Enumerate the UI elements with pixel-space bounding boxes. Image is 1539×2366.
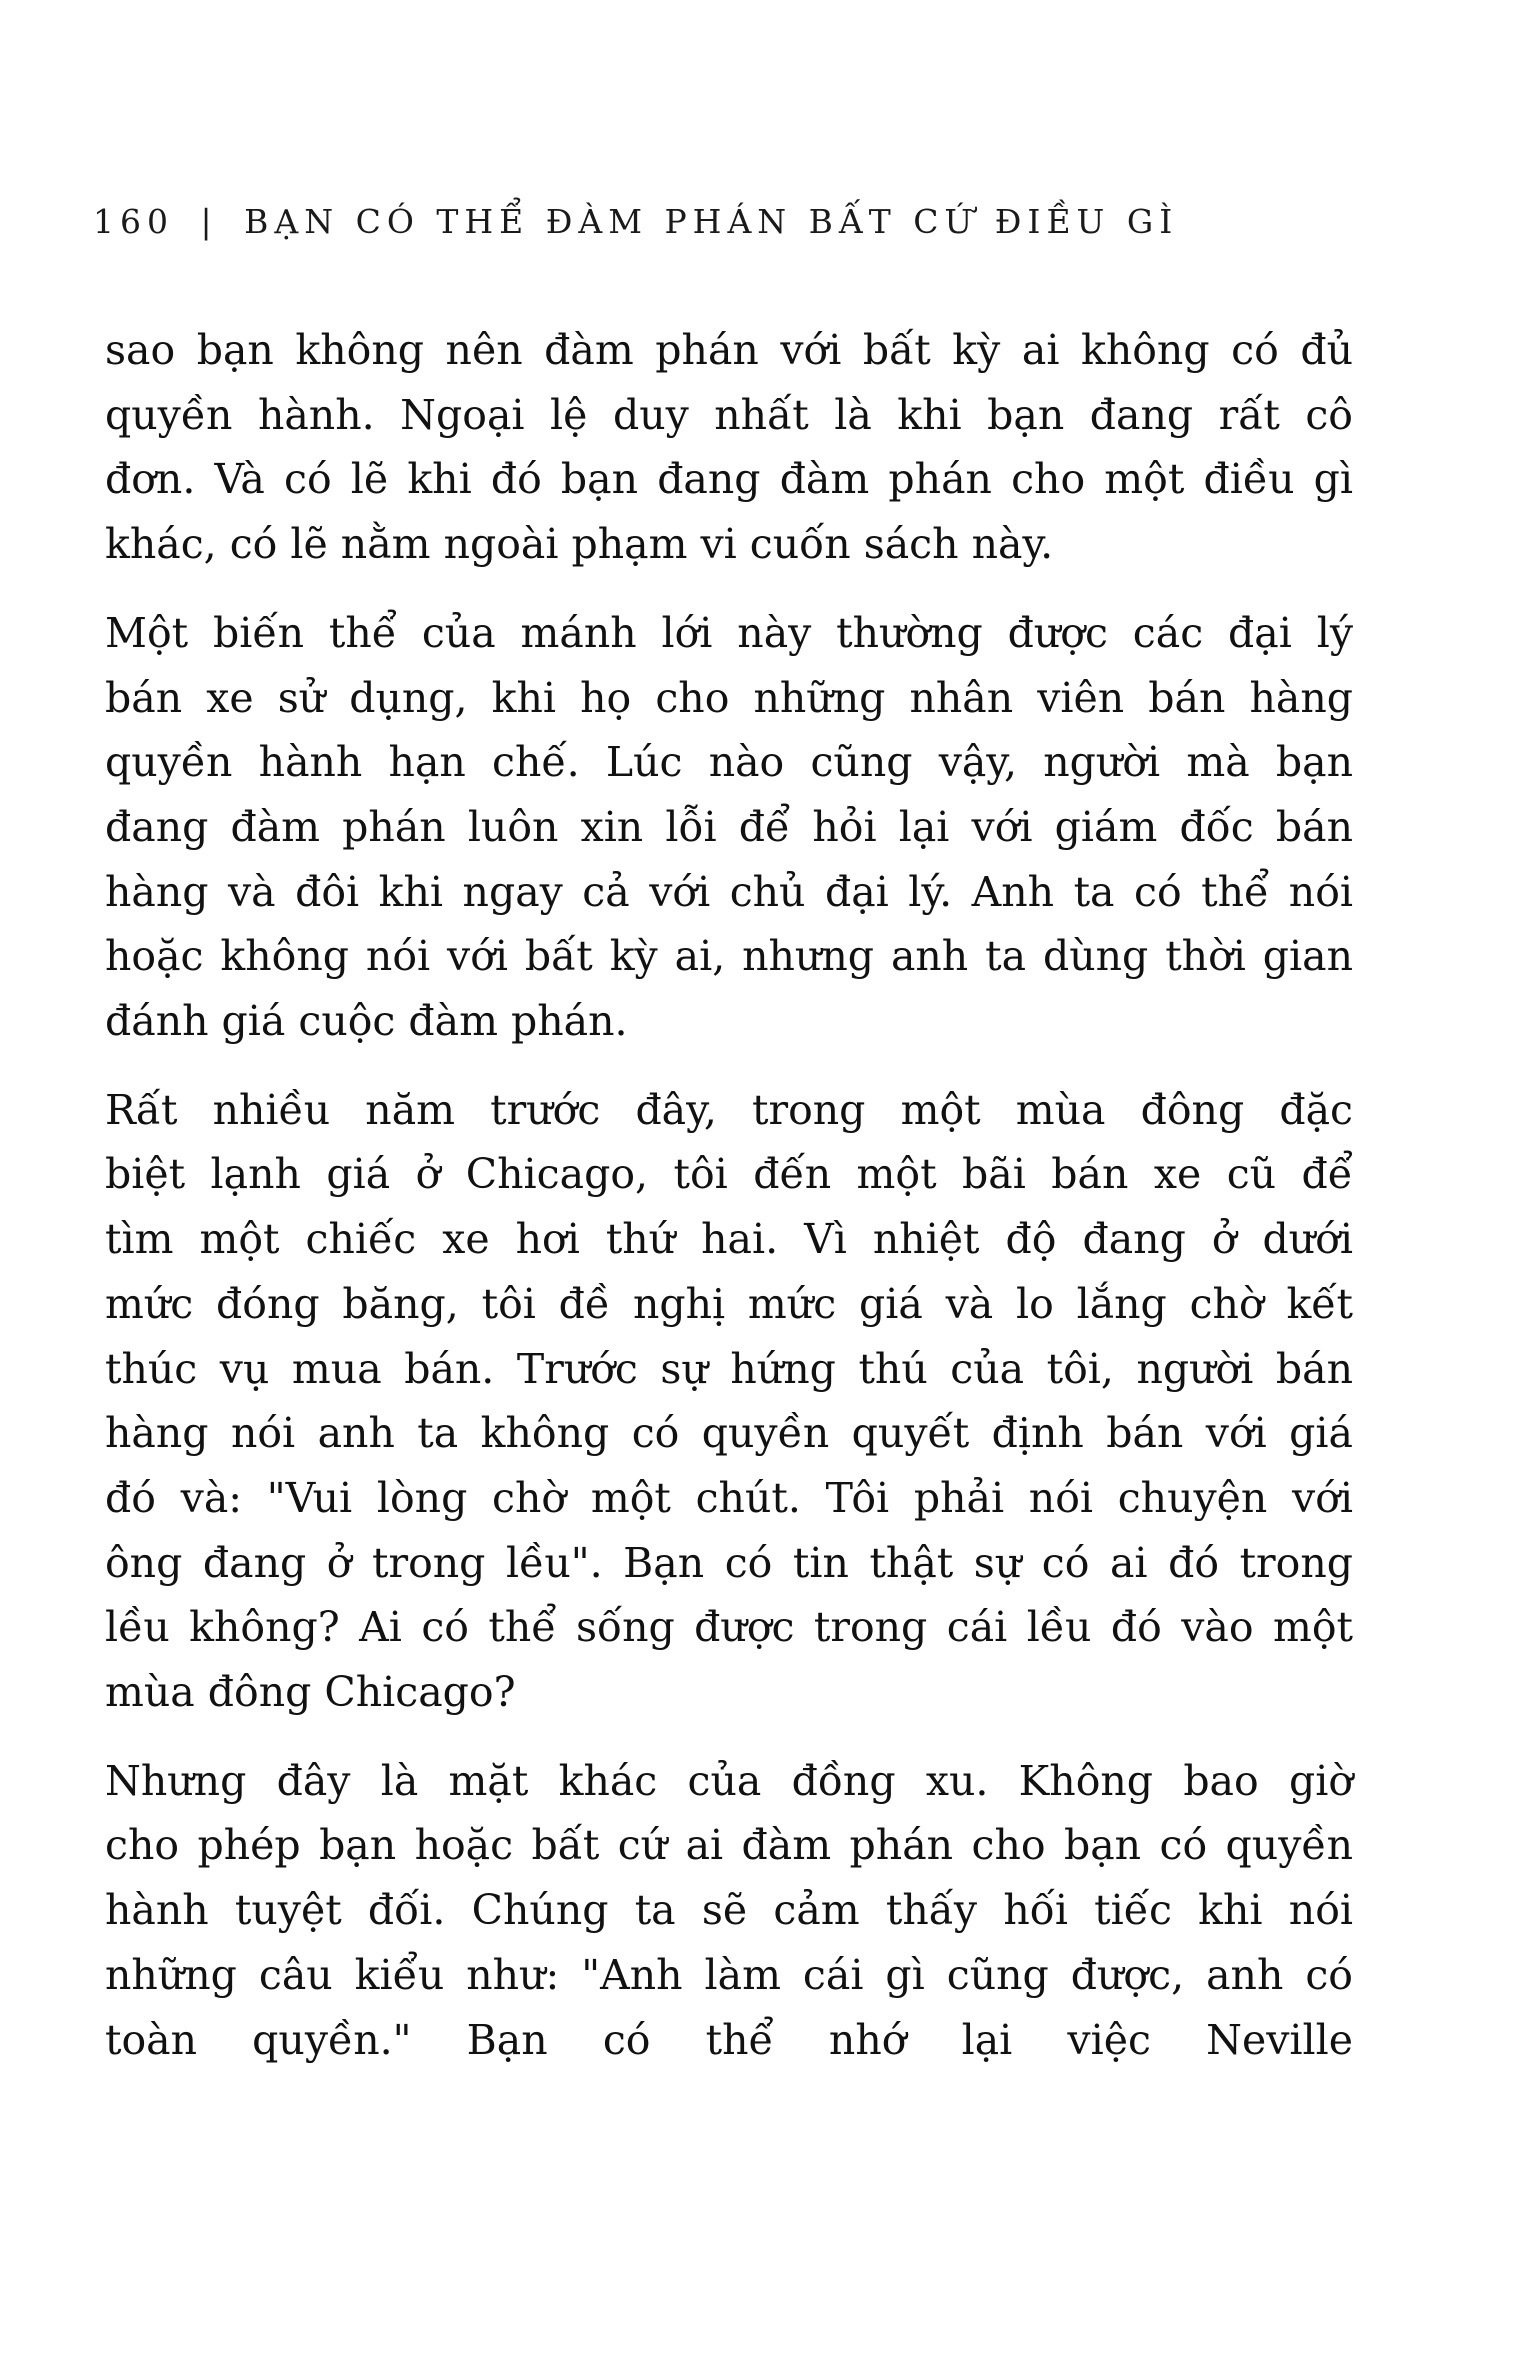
- paragraph-3: [105, 1078, 1353, 1725]
- paragraph-1: [105, 318, 1353, 577]
- header-separator: |: [200, 202, 218, 241]
- text-line: mức đóng băng, tôi đề nghị mức giá và lo lắng chờ kết: [105, 1279, 1353, 1328]
- text-line: bán xe sử dụng, khi họ cho những nhân viên bán hàng: [105, 673, 1353, 722]
- text-line: Một biến thể của mánh lới này thường được các đại lý: [105, 608, 1353, 657]
- text-line: sao bạn không nên đàm phán với bất kỳ ai không có đủ: [105, 326, 1353, 374]
- text-line: quyền hành hạn chế. Lúc nào cũng vậy, người mà bạn: [105, 738, 1353, 787]
- text-line: hành tuyệt đối. Chúng ta sẽ cảm thấy hối tiếc khi nói: [105, 1886, 1353, 1935]
- text-line: hàng và đôi khi ngay cả với chủ đại lý. Anh ta có thể nói: [105, 867, 1353, 916]
- text-line: những câu kiểu như: "Anh làm cái gì cũng được, anh có: [105, 1950, 1353, 1999]
- text-line: hoặc không nói với bất kỳ ai, nhưng anh ta dùng thời gian: [105, 932, 1353, 981]
- text-line: tìm một chiếc xe hơi thứ hai. Vì nhiệt độ đang ở dưới: [105, 1215, 1353, 1264]
- page-number: 160: [93, 202, 174, 241]
- text-line: mùa đông Chicago?: [105, 1668, 516, 1717]
- book-title: BẠN CÓ THỂ ĐÀM PHÁN BẤT CỨ ĐIỀU GÌ: [244, 202, 1179, 241]
- text-line: quyền hành. Ngoại lệ duy nhất là khi bạn đang rất cô: [105, 390, 1353, 439]
- text-line: thúc vụ mua bán. Trước sự hứng thú của tôi, người bán: [105, 1344, 1353, 1393]
- text-line: Rất nhiều năm trước đây, trong một mùa đông đặc: [105, 1085, 1353, 1134]
- text-line: cho phép bạn hoặc bất cứ ai đàm phán cho bạn có quyền: [105, 1821, 1353, 1870]
- text-line: đó và: "Vui lòng chờ một chút. Tôi phải nói chuyện với: [105, 1473, 1353, 1522]
- paragraph-4: [105, 1749, 1353, 2073]
- text-line: đang đàm phán luôn xin lỗi để hỏi lại với giám đốc bán: [105, 802, 1353, 851]
- body-text: [105, 318, 1353, 2096]
- text-line: toàn quyền." Bạn có thể nhớ lại việc Neville: [105, 2015, 1353, 2064]
- text-line: ông đang ở trong lều". Bạn có tin thật sự có ai đó trong: [105, 1538, 1353, 1587]
- text-line: hàng nói anh ta không có quyền quyết định bán với giá: [105, 1409, 1353, 1458]
- text-line: Nhưng đây là mặt khác của đồng xu. Không bao giờ: [105, 1756, 1353, 1805]
- paragraph-2: [105, 601, 1353, 1054]
- text-line: lều không? Ai có thể sống được trong cái lều đó vào một: [105, 1603, 1353, 1652]
- text-line: đơn. Và có lẽ khi đó bạn đang đàm phán cho một điều gì: [105, 455, 1353, 504]
- text-line: đánh giá cuộc đàm phán.: [105, 997, 628, 1046]
- text-line: khác, có lẽ nằm ngoài phạm vi cuốn sách này.: [105, 520, 1054, 569]
- running-header: [93, 200, 1353, 244]
- text-line: biệt lạnh giá ở Chicago, tôi đến một bãi bán xe cũ để: [105, 1150, 1353, 1199]
